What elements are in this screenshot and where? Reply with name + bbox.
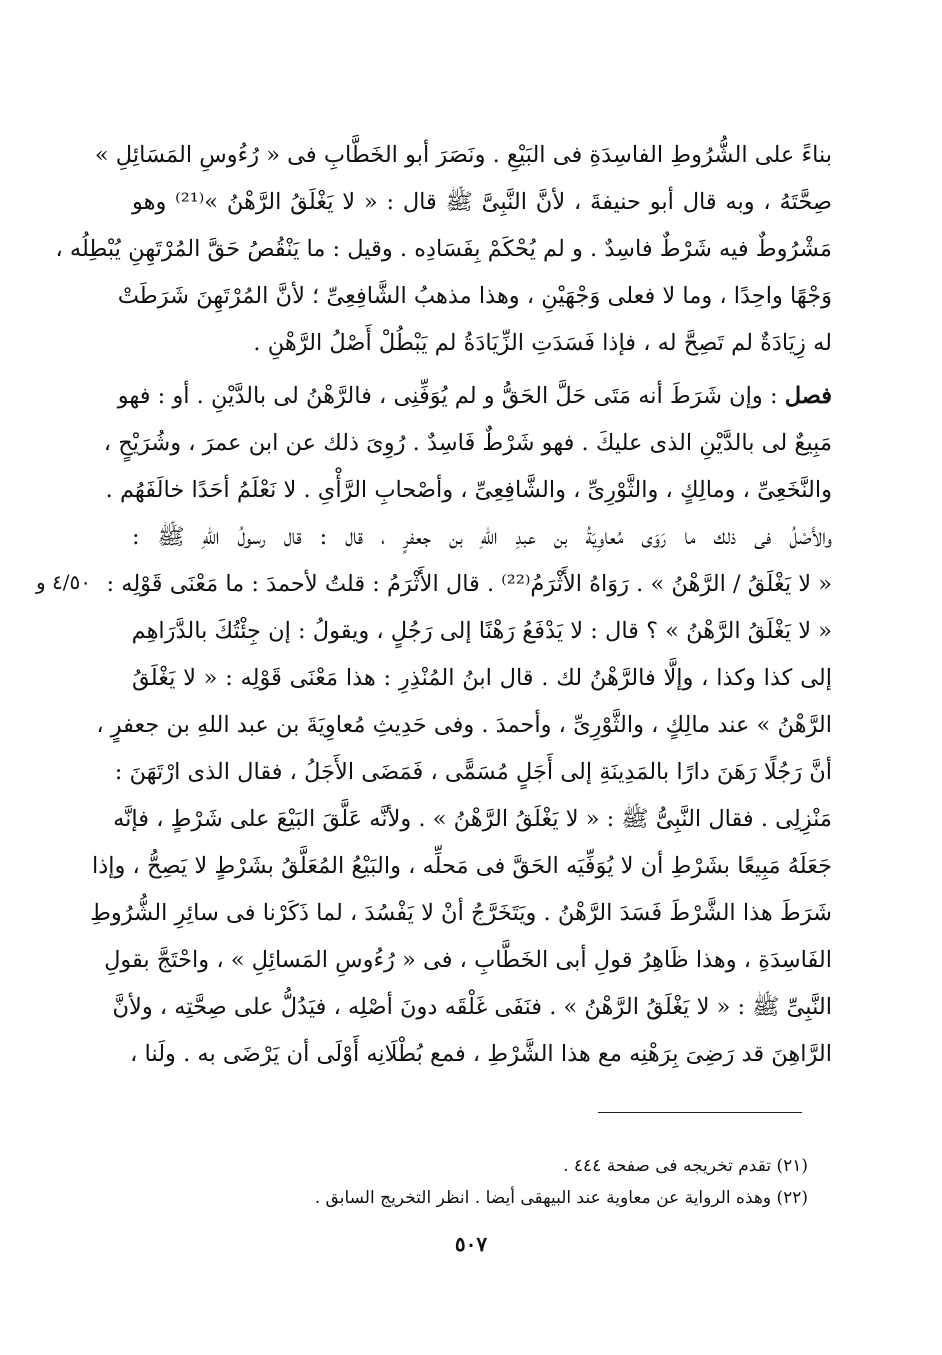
text-line (117, 373, 832, 420)
text-line: الرَّاهِنَ قد رَضِىَ بِرَهْنِه مع هذا الشَّرْطِ ، فمع بُطْلَانِه أَوْلَى أن يَرْضَى به . ولَنا ، (130, 1041, 832, 1067)
text-run: : وإن شَرَطَ أنه مَتَى حَلَّ الحَقُّ و لم يُوَفِّنِى ، فالرَّهْنُ لى بالدَّيْنِ . أو : فهو (117, 383, 785, 409)
text-line: شَرَطَ هذا الشَّرْطَ فَسَدَ الرَّهْنُ . ويَتَخَرَّجُ أنْ لا يَفْسُدَ ، لما ذَكَرْنا فى سائِرِ الشُّرُوطِ (90, 900, 832, 926)
footnote-divider (598, 1112, 802, 1113)
text-line: جَعَلَهُ مَبِيعًا بشَرْطِ أن لا يُوَفِّيَه الحَقَّ فى مَحلِّه ، والبَيْعُ المُعَلَّقُ بشَرْطٍ لا يَصِحُّ ، وإذا (91, 853, 832, 879)
text-line: الرَّهْنُ » عند مالِكٍ ، والثَّوْرِىِّ ، وأحمدَ . وفى حَدِيثِ مُعاوِيَةَ بن عبد اللهِ بن جعفرٍ ، (96, 712, 832, 738)
footnote: (٢٢) وهذه الرواية عن معاوية عند البيهقى أيضا . انظر التخريج السابق . (314, 1188, 808, 1208)
text-line: « لا يَغْلَقُ / الرَّهْنُ » . رَوَاهُ الأَثْرَمُ⁽²²⁾ . قال الأَثْرَمُ : قلتُ لأحمدَ : ما مَعْنَى قَوْلِه : (106, 571, 832, 597)
footnote: (٢١) تقدم تخريجه فى صفحة ٤٤٤ . (563, 1156, 808, 1176)
text-line: إلى كذا وكذا ، وإلَّا فالرَّهْنُ لك . قال ابنُ المُنْذِرِ : هذا مَعْنَى قَوْلِه : « لا يَغْلَقُ (132, 665, 832, 691)
page-number: ٥٠٧ (454, 1232, 488, 1256)
text-line: وَجْهًا واحِدًا ، وما لا فعلى وَجْهَيْنِ ، وهذا مذهبُ الشَّافِعِىِّ ؛ لأنَّ المُرْتَهِنَ شَرَطَتْ (117, 283, 832, 309)
text-line: النَّبِىِّ ﷺ : « لا يَغْلَقُ الرَّهْنُ » . فنَفَى غَلْقَه دونَ أصْلِه ، فيَدُلُّ على صِحَّتِه ، ولأنَّ (112, 994, 832, 1020)
text-line: بناءً على الشُّرُوطِ الفاسِدَةِ فى البَيْعِ . ونَصَرَ أبو الخَطَّابِ فى « رُءُوسِ المَسَائِلِ » (94, 142, 832, 168)
text-line: مَنْزِلِى . فقال النَّبِىُّ ﷺ : « لا يَغْلَقُ الرَّهْنُ » . ولأنَّه عَلَّقَ البَيْعَ على شَرْطٍ ، فإنَّه (113, 806, 832, 832)
paragraph-2 (90, 373, 832, 1078)
text-line: والأَصْلُ فى ذلك ما رَوَى مُعاوِيَةُ بن عبدِ اللهِ بن جعفرٍ ، قال : قال رسولُ اللهِ ﷺ : (132, 524, 832, 550)
footnotes (160, 1150, 808, 1214)
text-line: صِحَّتَهُ ، وبه قال أبو حنيفةَ ، لأنَّ النَّبِىَّ ﷺ قال : « لا يَغْلَقُ الرَّهْنُ »⁽²¹⁾ وهو (132, 189, 832, 215)
text-line: الفَاسِدَةِ ، وهذا ظَاهِرُ قولِ أبى الخَطَّابِ ، فى « رُءُوسِ المَسائِلِ » ، واحْتَجَّ بقولِ (104, 947, 832, 973)
text-line: مَبِيعٌ لى بالدَّيْنِ الذى عليكَ . فهو شَرْطٌ فَاسِدٌ . رُوِىَ ذلك عن ابن عمرَ ، وشُرَيْحٍ ، (103, 430, 832, 456)
text-line: والنَّخَعِىِّ ، ومالِكٍ ، والثَّوْرِىِّ ، والشَّافِعِىِّ ، وأصْحابِ الرَّأْىِ . لا نَعْلَمُ أحَدًا خالَفَهُم . (105, 477, 832, 503)
text-line: « لا يَغْلَقُ الرَّهْنُ » ؟ قال : لا يَدْفَعُ رَهْنًا إلى رَجُلٍ ، ويقولُ : إن جِئْتُكَ بالدَّرَاهِم (131, 618, 832, 644)
text-line: له زِيَادَةٌ لم تَصِحَّ له ، فإذا فَسَدَتِ الزِّيَادَةُ لم يَبْطُلْ أَصْلُ الرَّهْنِ . (253, 330, 832, 356)
paragraph-1 (55, 132, 832, 367)
text-line: مَشْرُوطٌ فيه شَرْطٌ فاسِدٌ . و لم يُحْكَمْ بِفَسَادِه . وقيل : ما يَنْقُصُ حَقَّ المُرْتَهِنِ يُبْطِلُه ، (55, 236, 832, 262)
margin-reference: ٤/٥٠ و (36, 570, 91, 594)
section-label: فصل (784, 383, 832, 409)
text-line: أنَّ رَجُلًا رَهَنَ دارًا بالمَدِينَةِ إلى أَجَلٍ مُسَمًّى ، فَمَضَى الأَجَلُ ، فقال الذى ارْتَهَنَ : (114, 759, 832, 785)
